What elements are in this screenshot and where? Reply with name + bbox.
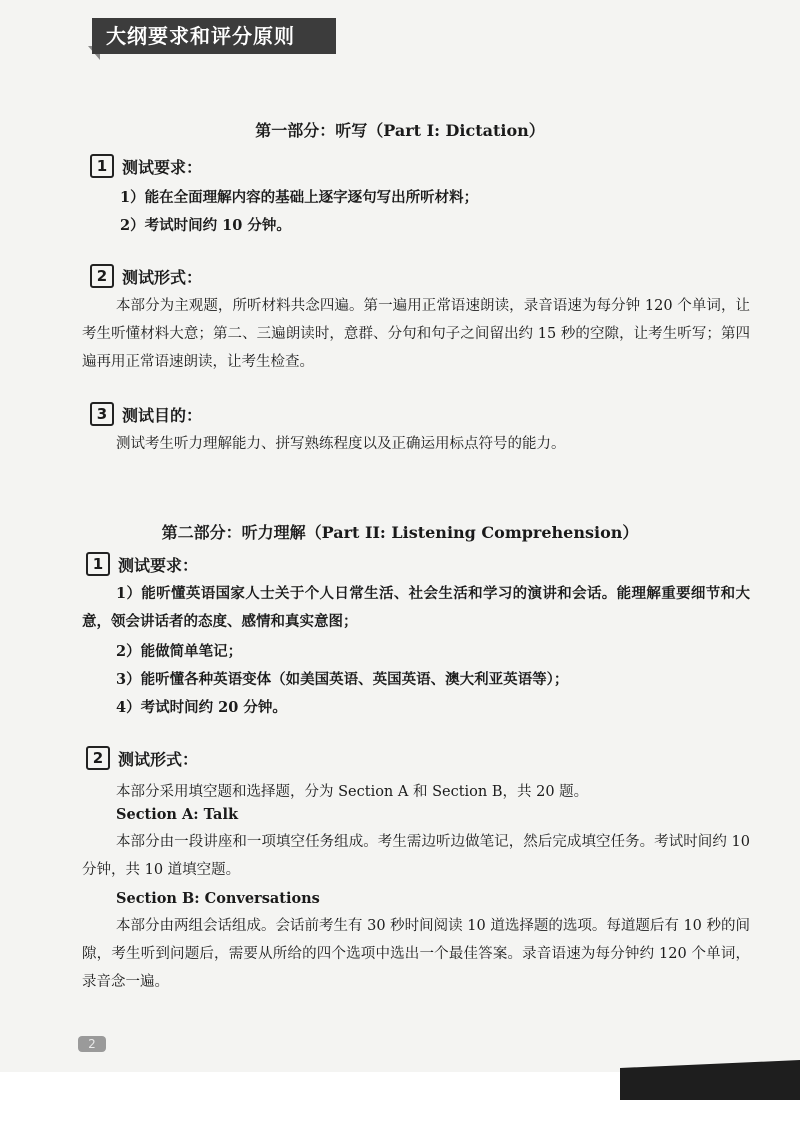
- part2-req-item-1: 1）能听懂英语国家人士关于个人日常生活、社会生活和学习的演讲和会话。能理解重要细节和大意，领会讲话者的态度、感情和真实意图；: [82, 585, 750, 630]
- part2-req-item-3: 3）能听懂各种英语变体（如美国英语、英国英语、澳大利亚英语等）；: [116, 671, 569, 688]
- part1-format-text: 本部分为主观题，所听材料共念四遍。第一遍用正常语速朗读，录音语速为每分钟 120 个单词，让考生听懂材料大意；第二、三遍朗读时，意群、分句和句子之间留出约 15 秒的空隙，让考生听写；第四遍再用正常语速朗读，让考生检查。: [82, 298, 750, 370]
- part1-req-item-1: 1）能在全面理解内容的基础上逐字逐句写出所听材料；: [120, 189, 479, 206]
- section-a-text: 本部分由一段讲座和一项填空任务组成。考生需边听边做笔记，然后完成填空任务。考试时间约 10 分钟，共 10 道填空题。: [82, 834, 750, 878]
- section-heading-text: 测试目的：: [122, 405, 203, 425]
- section-number-box: 1: [86, 552, 110, 576]
- section-heading-text: 测试要求：: [118, 555, 199, 575]
- page-number: 2: [78, 1036, 106, 1052]
- section-number-box: 3: [90, 402, 114, 426]
- part1-purpose-text: 测试考生听力理解能力、拼写熟练程度以及正确运用标点符号的能力。: [116, 436, 566, 452]
- section-number-box: 2: [86, 746, 110, 770]
- part1-req-item-2: 2）考试时间约 10 分钟。: [120, 217, 291, 234]
- section-b-text: 本部分由两组会话组成。会话前考生有 30 秒时间阅读 10 道选择题的选项。每道题后有 10 秒的间隙，考生听到问题后，需要从所给的四个选项中选出一个最佳答案。录音语速为每分钟约 120 个单词，录音念一遍。: [82, 918, 751, 990]
- section-heading-text: 测试形式：: [118, 749, 199, 769]
- section-number-box: 2: [90, 264, 114, 288]
- part2-title: 第二部分：听力理解（Part II: Listening Comprehension）: [161, 523, 639, 542]
- part2-req-item-2: 2）能做简单笔记；: [116, 643, 243, 660]
- corner-decoration: [620, 1060, 800, 1100]
- section-heading-text: 测试要求：: [122, 157, 203, 177]
- section-heading-text: 测试形式：: [122, 267, 203, 287]
- section-b-label: Section B: Conversations: [116, 890, 320, 907]
- part1-section3-heading: [90, 402, 202, 426]
- part2-format-intro: 本部分采用填空题和选择题，分为 Section A 和 Section B，共 20 题。: [116, 784, 589, 800]
- section-number-box: 1: [90, 154, 114, 178]
- section-a-label: Section A: Talk: [116, 806, 238, 823]
- part2-section2-heading: [86, 746, 198, 770]
- part2-section1-heading: [86, 552, 198, 576]
- part1-section1-heading: [90, 154, 202, 178]
- part1-section2-heading: [90, 264, 202, 288]
- part1-title: 第一部分：听写（Part I: Dictation）: [255, 121, 545, 140]
- chapter-banner: 大纲要求和评分原则: [92, 18, 336, 54]
- part2-req-item-4: 4）考试时间约 20 分钟。: [116, 699, 287, 716]
